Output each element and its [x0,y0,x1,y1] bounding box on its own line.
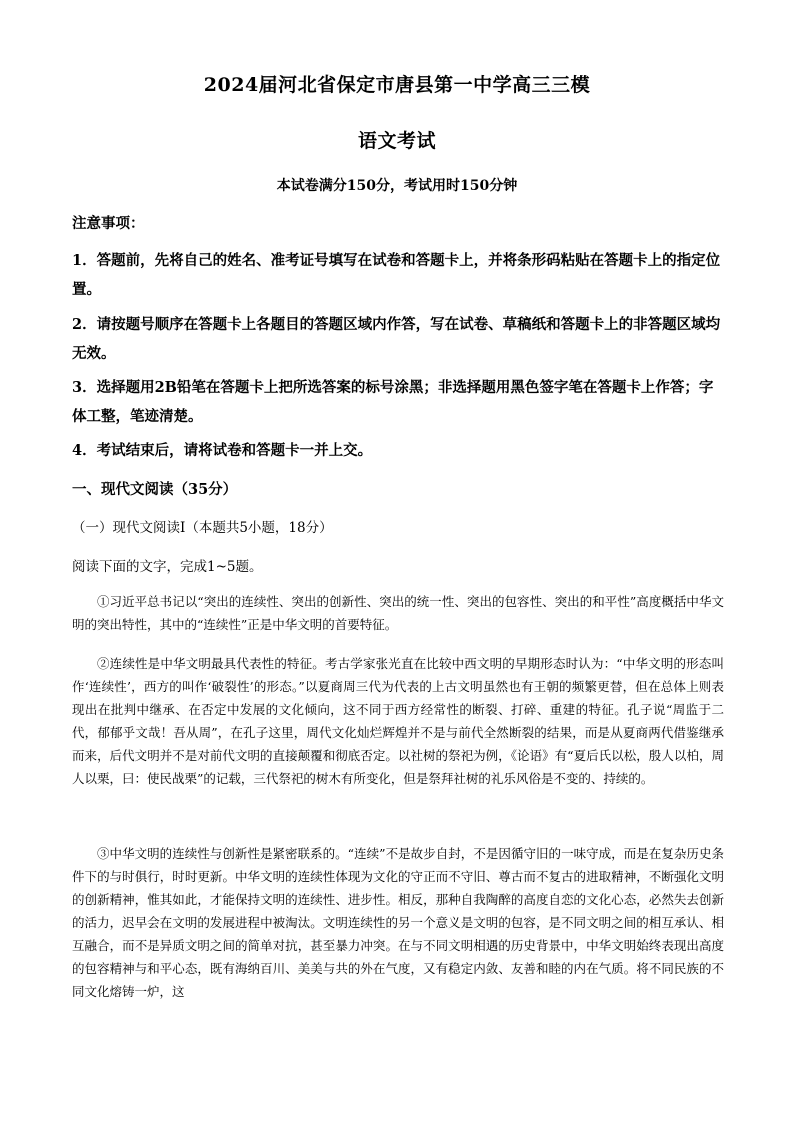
passage-paragraph-3: ③中华文明的连续性与创新性是紧密联系的。“连续”不是故步自封，不是因循守旧的一味守成，而是在复杂历史条件下的与时俱行，时时更新。中华文明的连续性体现为文化的守正而不守旧、尊古而不复古的进取精神，不断强化文明的创新精神，惟其如此，才能保持文明的连续性、进步性。相反，那种自我陶醉的高度自恋的文化心态，必然失去创新的活力，迟早会在文明的发展进程中被淘汰。文明连续性的另一个意义是文明的包容，是不同文明之间的相互承认、相互融合，而不是异质文明之间的简单对抗，甚至暴力冲突。在与不同文明相遇的历史背景中，中华文明始终表现出高度的包容精神与和平心态，既有海纳百川、美美与共的外在气度，又有稳定内敛、友善和睦的内在气质。将不同民族的不同文化熔铸一炉，这 [72,846,724,999]
exam-meta: 本试卷满分150分，考试用时150分钟 [276,178,518,194]
notice-item-2: 2．请按题号顺序在答题卡上各题目的答题区域内作答，写在试卷、草稿纸和答题卡上的非答题区域均无效。 [72,316,721,362]
passage-paragraph-2: ②连续性是中华文明最具代表性的特征。考古学家张光直在比较中西文明的早期形态时认为：“中华文明的形态叫作‘连续性’，西方的叫作‘破裂性’的形态。”以夏商周三代为代表的上古文明虽然也有王朝的频繁更替，但在总体上则表现出在批判中继承、在否定中发展的文化倾向，这不同于西方经常性的断裂、打碎、重建的特征。孔子说“周监于二代，郁郁乎文哉！吾从周”，在孔子这里，周代文化灿烂辉煌并不是与前代全然断裂的结果，而是从夏商两代借鉴继承而来，后代文明并不是对前代文明的直接颠覆和彻底否定。以社树的祭祀为例，《论语》有“夏后氏以松，殷人以柏，周人以栗，曰：使民战栗”的记载，三代祭祀的树木有所变化，但是祭拜社树的礼乐风俗是不变的、持续的。 [72,656,724,786]
notice-item-4: 4．考试结束后，请将试卷和答题卡一并上交。 [72,442,373,459]
reading-instruction: 阅读下面的文字，完成1~5题。 [72,559,263,575]
exam-title: 2024届河北省保定市唐县第一中学高三三模 [203,74,591,96]
notice-heading: 注意事项： [72,215,145,232]
section-title: 一、现代文阅读（35分） [72,481,238,498]
passage-paragraph-1: ①习近平总书记以“突出的连续性、突出的创新性、突出的统一性、突出的包容性、突出的和平性”高度概括中华文明的突出特性，其中的“连续性”正是中华文明的首要特征。 [72,594,724,632]
subsection-title: （一）现代文阅读Ⅰ（本题共5小题，18分） [72,520,333,536]
notice-item-3: 3．选择题用2B铅笔在答题卡上把所选答案的标号涂黑；非选择题用黑色签字笔在答题卡上作答；字体工整，笔迹清楚。 [72,379,714,425]
exam-subtitle: 语文考试 [357,130,436,152]
notice-item-1: 1．答题前，先将自己的姓名、准考证号填写在试卷和答题卡上，并将条形码粘贴在答题卡上的指定位置。 [72,252,721,298]
